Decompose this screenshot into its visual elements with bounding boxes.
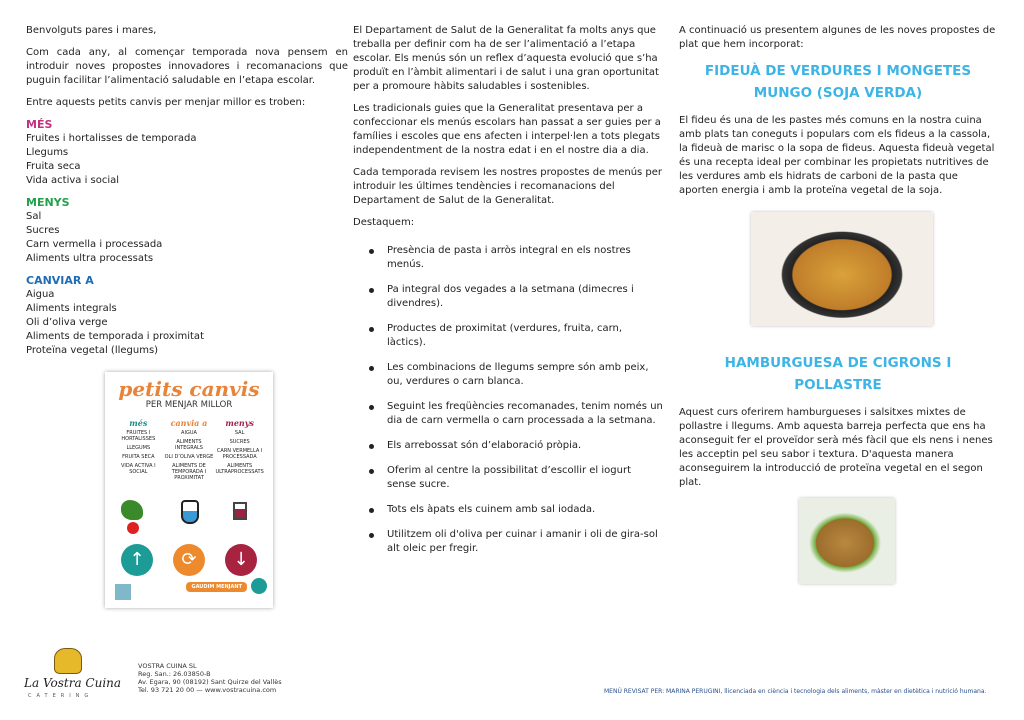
list-item: Les combinacions de llegums sempre són amb peix, ou, verdures o carn blanca. — [369, 361, 663, 389]
list-item: Llegums — [26, 147, 69, 158]
list-item: Aigua — [26, 289, 55, 300]
list-item: Oferim al centre la possibilitat d’escollir el iogurt sense sucre. — [369, 464, 663, 492]
company-name: VOSTRA CUINA SL — [138, 662, 197, 670]
list-item: Utilitzem oli d'oliva per cuinar i amanir i oli de gira-sol alt oleic per fregir. — [369, 528, 663, 556]
heading-mes: MÉS — [26, 118, 53, 131]
list-item: Sal — [26, 211, 42, 222]
list-item: Aliments de temporada i proximitat — [26, 331, 204, 342]
poster-subtitle: PER MENJAR MILLOR — [145, 400, 233, 410]
list-canviar — [26, 288, 348, 358]
arrow-down-icon: ↓ — [225, 544, 257, 576]
hamburger-photo — [799, 498, 895, 584]
heading-menys: MENYS — [26, 196, 70, 209]
intro-paragraph: Com cada any, al començar temporada nova pensem en introduir noves propostes innovadores i recomanacions que puguin facilitar l’alimentació saludable en l’etapa escolar. — [26, 47, 348, 86]
list-item: Tots els àpats els cuinem amb sal iodada. — [369, 503, 663, 517]
column-right — [679, 24, 997, 584]
lead-text: Destaquem: — [353, 217, 415, 228]
chef-hat-logo-icon — [54, 648, 82, 674]
paragraph: Les tradicionals guies que la Generalitat presentava per a confeccionar els menús escolars han passat a ser guies per a famílies i escoles que ens afecten i interpel·len a tots plegats independentment de la nostra edat i en el nostre dia a dia. — [353, 103, 661, 156]
paragraph: Cada temporada revisem les nostres propostes de menús per introduir les últimes tendències i recomanacions del Departament de Salut de la Generalitat. — [353, 167, 663, 206]
apple-icon — [127, 522, 139, 534]
reviewed-by: MENÚ REVISAT PER: MARINA PERUGINI, llicenciada en ciència i tecnologia dels aliments, màster en dietètica i nutrició humana. — [604, 688, 987, 695]
fideua-photo — [751, 212, 933, 326]
list-item: Presència de pasta i arròs integral en els nostres menús. — [369, 244, 663, 272]
heading-canviar: CANVIAR A — [26, 274, 94, 287]
paragraph: El Departament de Salut de la Generalitat fa molts anys que treballa per definir com ha de ser l’alimentació a l’etapa escolar. Els menús són un reflex d’aquesta evolució que s’ha produït en l’àmbit alimentari i de salut i una gran oportunitat per a promoure hàbits saludables i sostenibles. — [353, 25, 659, 92]
petits-canvis-poster — [105, 372, 273, 608]
poster-col-canvia: canvia a AIGUA ALIMENTS INTEGRALS OLI D’OLIVA VERGE ALIMENTS DE TEMPORADA I PROXIMITAT — [164, 418, 214, 481]
water-jug-icon — [181, 500, 199, 524]
vegetables-icon — [121, 500, 143, 520]
list-item: Vida activa i social — [26, 175, 120, 186]
refresh-icon: ⟳ — [173, 544, 205, 576]
dish1-text: El fideu és una de les pastes més comuns en la nostra cuina amb plats tan coneguts i populars com els fideus a la cassola, la fideuà de marisc o la sopa de fideus. Aquesta fideuà vegetal és una recepta ideal per combinar les propietats nutritives de les verdures amb els hidrats de carboni de la pasta que aporten energia i amb la proteïna vegetal de la soja. — [679, 115, 995, 196]
list-item: Productes de proximitat (verdures, fruita, carn, làctics). — [369, 322, 663, 350]
arrow-up-icon: ↑ — [121, 544, 153, 576]
poster-logo-icon — [251, 578, 267, 594]
list-item: Fruita seca — [26, 161, 81, 172]
poster-title: petits canvis — [118, 377, 260, 401]
lead-text: Entre aquests petits canvis per menjar millor es troben: — [26, 97, 306, 108]
list-menys — [26, 210, 348, 266]
glass-icon — [233, 502, 247, 520]
greeting: Benvolguts pares i mares, — [26, 25, 157, 36]
list-mes — [26, 132, 348, 188]
qr-code-icon — [115, 584, 131, 600]
list-item: Els arrebossat són d’elaboració pròpia. — [369, 439, 663, 453]
list-item: Aliments ultra processats — [26, 253, 154, 264]
poster-badge: GAUDIM MENJANT — [186, 582, 247, 592]
highlights-list — [369, 244, 663, 556]
list-item: Aliments integrals — [26, 303, 117, 314]
contact: Tel. 93 721 20 00 — www.vostracuina.com — [138, 686, 277, 694]
column-middle — [353, 24, 663, 567]
dish2-text: Aquest curs oferirem hamburgueses i salsitxes mixtes de pollastre i llegums. Amb aquesta barreja perfecta que ens ha aconseguit fer el proveïdor serà més fàcil que els nens i nenes les acceptin pel seu sabor i textura. D'aquesta manera aconseguirem la introducció de proteïna vegetal en el segon plat. — [679, 407, 993, 488]
list-item: Pa integral dos vegades a la setmana (dimecres i divendres). — [369, 283, 663, 311]
registration: Reg. San.: 26.03850-B — [138, 670, 211, 678]
dish2-title: HAMBURGUESA DE CIGRONS I POLLASTRE — [724, 355, 952, 393]
list-item: Sucres — [26, 225, 60, 236]
brand-logo: La Vostra Cuina — [24, 676, 122, 690]
brand-subtitle: CATERING — [28, 693, 94, 699]
address: Av. Egara, 90 (08192) Sant Quirze del Vallès — [138, 678, 282, 686]
intro-paragraph: A continuació us presentem algunes de les noves propostes de plat que hem incorporat: — [679, 25, 996, 50]
list-item: Seguint les freqüències recomanades, tenim només un dia de carn vermella o carn processada a la setmana. — [369, 400, 663, 428]
column-left — [26, 24, 348, 608]
list-item: Carn vermella i processada — [26, 239, 163, 250]
poster-col-mes: més FRUITES I HORTALISSES LLEGUMS FRUITA SECA VIDA ACTIVA I SOCIAL — [121, 418, 156, 475]
company-info — [138, 662, 282, 694]
dish1-title: FIDEUÀ DE VERDURES I MONGETES MUNGO (SOJA VERDA) — [704, 63, 972, 101]
list-item: Oli d’oliva verge — [26, 317, 108, 328]
list-item: Fruites i hortalisses de temporada — [26, 133, 197, 144]
list-item: Proteïna vegetal (llegums) — [26, 345, 159, 356]
poster-col-menys: menys SAL SUCRES CARN VERMELLA I PROCESSADA ALIMENTS ULTRAPROCESSATS — [215, 418, 264, 475]
